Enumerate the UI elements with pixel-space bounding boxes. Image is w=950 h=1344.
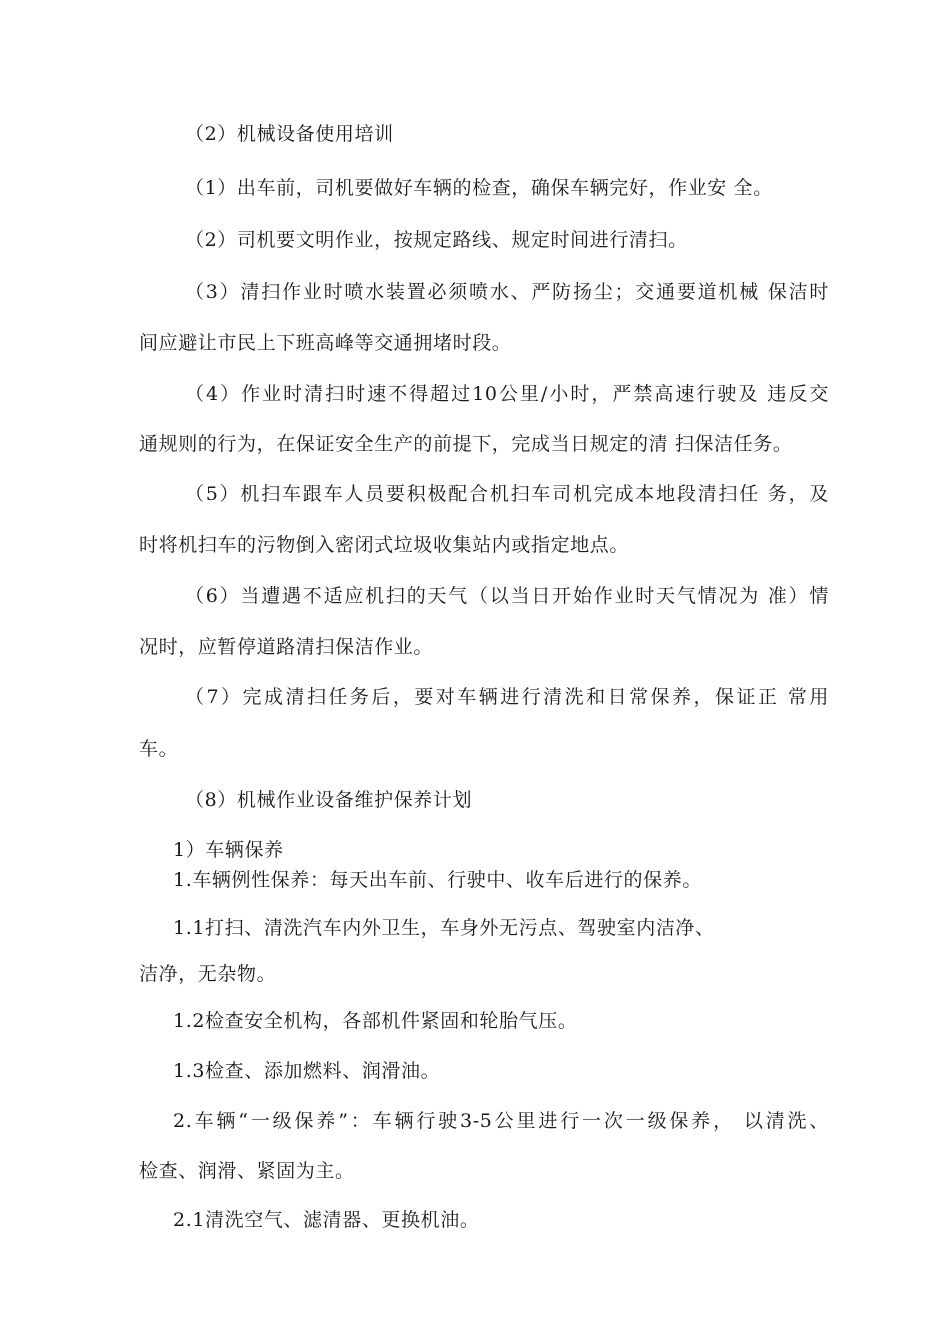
paragraph-line: 时将机扫车的污物倒入密闭式垃圾收集站内或指定地点。 xyxy=(139,534,630,556)
paragraph-line: （2）司机要文明作业，按规定路线、规定时间进行清扫。 xyxy=(185,229,688,251)
section-heading-equipment-training: （2）机械设备使用培训 xyxy=(185,123,394,145)
paragraph-line: （4）作业时清扫时速不得超过10公里/小时，严禁高速行驶及 违反交 xyxy=(185,383,829,405)
paragraph-line: 洁净，无杂物。 xyxy=(139,963,277,985)
paragraph-line: （5）机扫车跟车人员要积极配合机扫车司机完成本地段清扫任 务，及 xyxy=(185,483,829,505)
paragraph-line: 检查、润滑、紧固为主。 xyxy=(139,1160,355,1182)
paragraph-line: 间应避让市民上下班高峰等交通拥堵时段。 xyxy=(139,332,512,354)
paragraph-line: 1.3检查、添加燃料、润滑油。 xyxy=(173,1060,441,1082)
paragraph-line: 车。 xyxy=(139,738,179,760)
paragraph-line: 1.车辆例性保养：每天出车前、行驶中、收车后进行的保养。 xyxy=(173,869,702,891)
paragraph-line: （1）出车前，司机要做好车辆的检查，确保车辆完好，作业安 全。 xyxy=(185,177,773,199)
section-heading-maintenance-plan: （8）机械作业设备维护保养计划 xyxy=(185,789,473,811)
paragraph-line: 况时，应暂停道路清扫保洁作业。 xyxy=(139,636,434,658)
paragraph-line: 1.1打扫、清洗汽车内外卫生，车身外无污点、驾驶室内洁净、 xyxy=(173,917,715,939)
paragraph-line: 通规则的行为，在保证安全生产的前提下，完成当日规定的清 扫保洁任务。 xyxy=(139,433,793,455)
subsection-heading-vehicle-maintenance: 1）车辆保养 xyxy=(173,839,284,861)
paragraph-line: （7）完成清扫任务后，要对车辆进行清洗和日常保养，保证正 常用 xyxy=(185,686,829,708)
paragraph-line: 2.1清洗空气、滤清器、更换机油。 xyxy=(173,1209,480,1231)
paragraph-line: （6）当遭遇不适应机扫的天气（以当日开始作业时天气情况为 准）情 xyxy=(185,585,829,607)
paragraph-line: （3）清扫作业时喷水装置必须喷水、严防扬尘；交通要道机械 保洁时 xyxy=(185,281,829,303)
paragraph-line: 2.车辆“一级保养”：车辆行驶3-5公里进行一次一级保养， 以清洗、 xyxy=(173,1110,829,1132)
paragraph-line: 1.2检查安全机构，各部机件紧固和轮胎气压。 xyxy=(173,1010,578,1032)
